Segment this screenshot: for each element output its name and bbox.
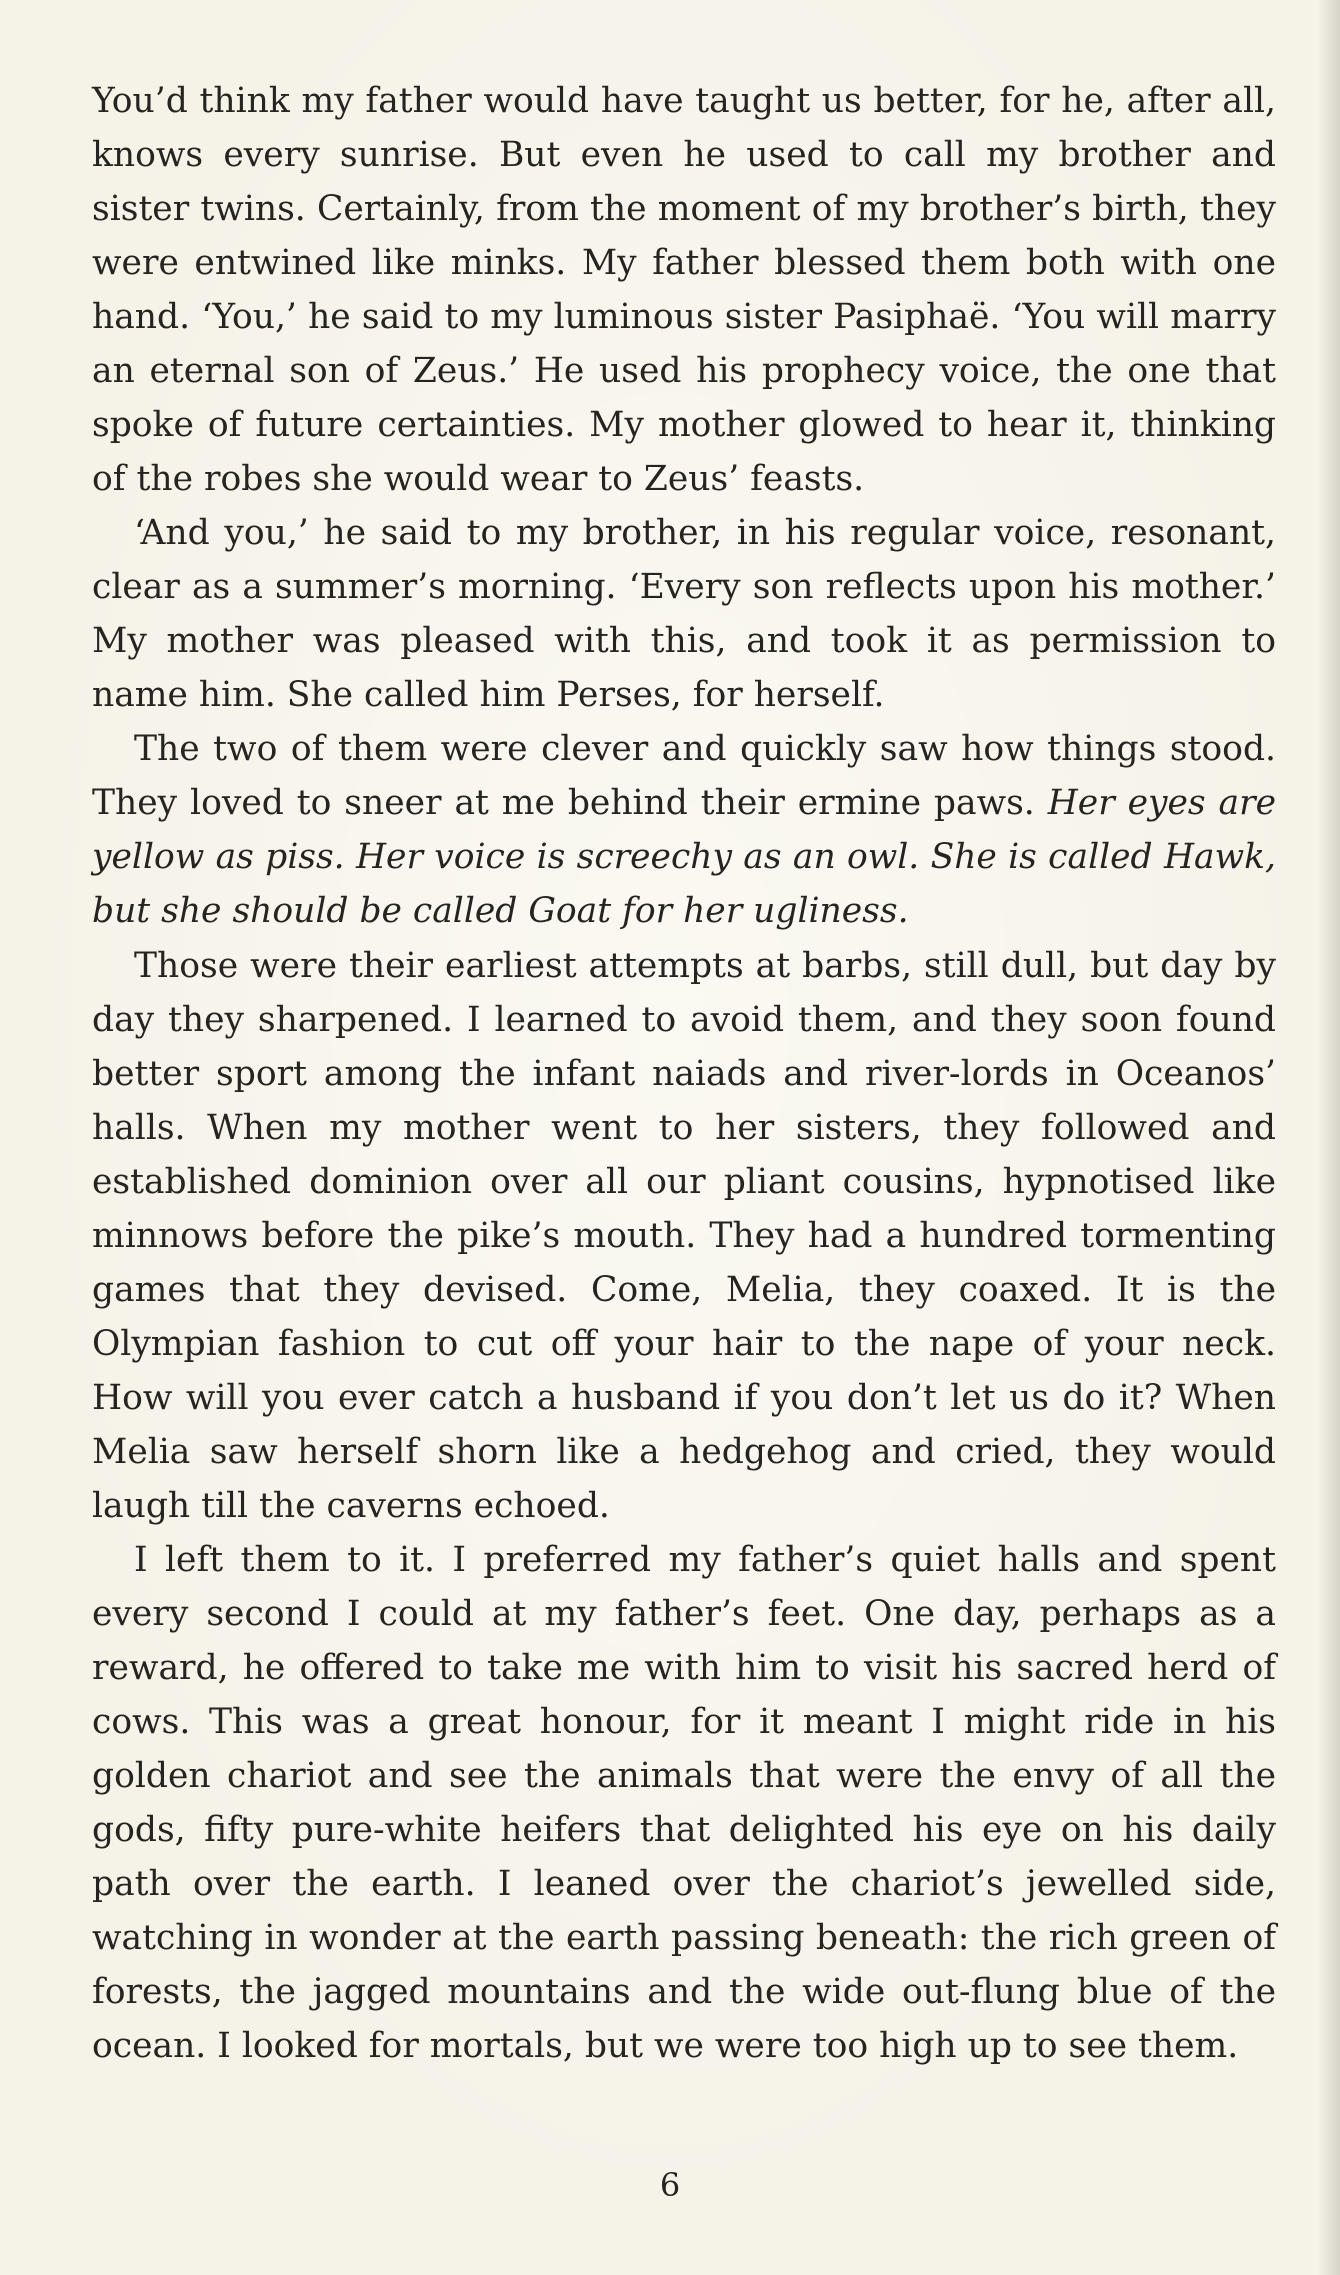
page-number: 6	[659, 2166, 681, 2204]
paragraph-5	[92, 1533, 1276, 2073]
paragraph-1-text: You’d think my father would have taught us better, for he, after all, knows every sunrise. But even he used to call my brother and sister twins. Certainly, from the moment of my brother’s birth, they were entwined like minks. My father blessed them both with one hand. ‘You,’ he said to my luminous sister Pasiphaë. ‘You will marry an eternal son of Zeus.’ He used his prophecy voice, the one that spoke of future certainties. My mother glowed to hear it, thinking of the robes she would wear to Zeus’ feasts.	[92, 81, 1276, 500]
paragraph-1	[92, 74, 1276, 506]
paragraph-4-text: Those were their earliest attempts at barbs, still dull, but day by day they sharpened. I learned to avoid them, and they soon found better sport among the infant naiads and river-lords in Oceanos’ halls. When my mother went to her sisters, they followed and established dominion over all our pliant cousins, hypnotised like minnows before the pike’s mouth. They had a hundred tormenting games that they devised. Come, Melia, they coaxed. It is the Olympian fashion to cut off your hair to the nape of your neck. How will you ever catch a husband if you don’t let us do it? When Melia saw herself shorn like a hedgehog and cried, they would laugh till the caverns echoed.	[92, 945, 1276, 1526]
body-text	[92, 74, 1276, 2073]
paragraph-3-text: The two of them were clever and quickly saw how things stood. They loved to sneer at me behind their ermine paws.	[92, 729, 1276, 824]
paragraph-4	[92, 939, 1276, 1533]
paragraph-3-italic-text: Her eyes are yellow as piss. Her voice is screechy as an owl. She is called Hawk, but she should be called Goat for her ugliness.	[92, 783, 1277, 932]
paragraph-3	[92, 722, 1276, 938]
paragraph-2-text: ‘And you,’ he said to my brother, in his regular voice, resonant, clear as a summer’s morning. ‘Every son reflects upon his mother.’ My mother was pleased with this, and took it as permission to name him. She called him Perses, for herself.	[92, 513, 1276, 716]
paragraph-2	[92, 506, 1276, 722]
paragraph-5-text: I left them to it. I preferred my father’s quiet halls and spent every second I could at my father’s feet. One day, perhaps as a reward, he offered to take me with him to visit his sacred herd of cows. This was a great honour, for it meant I might ride in his golden chariot and see the animals that were the envy of all the gods, fifty pure-white heifers that delighted his eye on his daily path over the earth. I leaned over the chariot’s jewelled side, watching in wonder at the earth passing beneath: the rich green of forests, the jagged mountains and the wide out-flung blue of the ocean. I looked for mortals, but we were too high up to see them.	[92, 1539, 1276, 2067]
page-edge-shadow	[1318, 0, 1340, 2275]
